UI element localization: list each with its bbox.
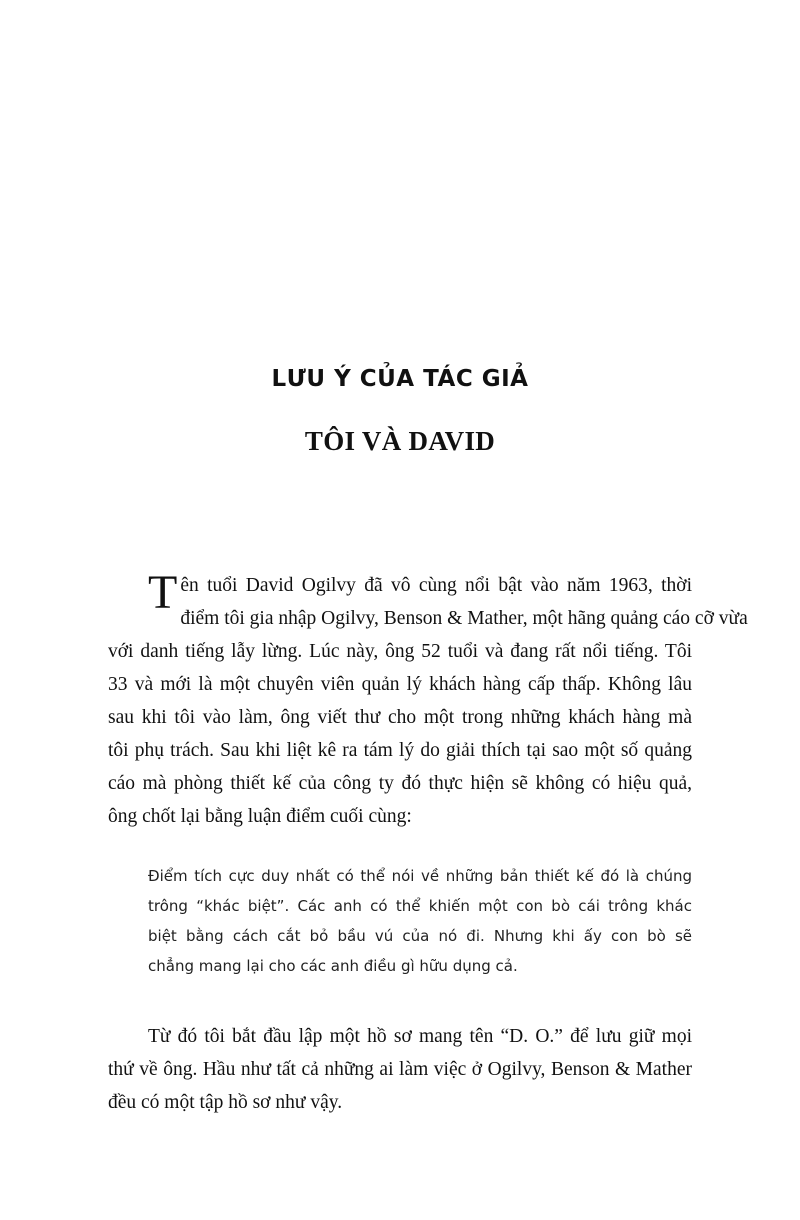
paragraph-line: ông chốt lại bằng luận điểm cuối cùng: xyxy=(108,806,412,827)
paragraph-line: điểm tôi gia nhập Ogilvy, Benson & Mather, một hãng quảng cáo cỡ vừa xyxy=(180,608,748,629)
drop-cap: T xyxy=(148,566,178,619)
paragraph-1 xyxy=(108,566,748,833)
paragraph-2 xyxy=(108,1020,692,1119)
quote-line: Điểm tích cực duy nhất có thể nói về những bản thiết kế đó là chúng xyxy=(148,867,692,885)
paragraph-line: tôi phụ trách. Sau khi liệt kê ra tám lý do giải thích tại sao một số quảng xyxy=(108,740,692,761)
paragraph-line: 33 và mới là một chuyên viên quản lý khách hàng cấp thấp. Không lâu xyxy=(108,674,692,695)
chapter-heading: LƯU Ý CỦA TÁC GIẢ xyxy=(271,366,529,392)
quote-line: chẳng mang lại cho các anh điều gì hữu dụng cả. xyxy=(148,957,518,975)
block-quote xyxy=(148,861,692,981)
quote-line: biệt bằng cách cắt bỏ bầu vú của nó đi. Nhưng khi ấy con bò sẽ xyxy=(148,927,692,945)
paragraph-line: Từ đó tôi bắt đầu lập một hồ sơ mang tên “D. O.” để lưu giữ mọi xyxy=(148,1026,692,1047)
paragraph-line: cáo mà phòng thiết kế của công ty đó thực hiện sẽ không có hiệu quả, xyxy=(108,773,692,794)
paragraph-line: với danh tiếng lẫy lừng. Lúc này, ông 52 tuổi và đang rất nổi tiếng. Tôi xyxy=(108,641,692,662)
paragraph-line: thứ về ông. Hầu như tất cả những ai làm việc ở Ogilvy, Benson & Mather xyxy=(108,1059,692,1080)
chapter-subheading: TÔI VÀ DAVID xyxy=(304,426,496,456)
quote-line: trông “khác biệt”. Các anh có thể khiến một con bò cái trông khác xyxy=(148,897,692,915)
paragraph-line: Tên tuổi David Ogilvy đã vô cùng nổi bật vào năm 1963, thời xyxy=(148,566,692,619)
paragraph-line: đều có một tập hồ sơ như vậy. xyxy=(108,1092,343,1113)
paragraph-line: sau khi tôi vào làm, ông viết thư cho một trong những khách hàng mà xyxy=(108,707,692,728)
